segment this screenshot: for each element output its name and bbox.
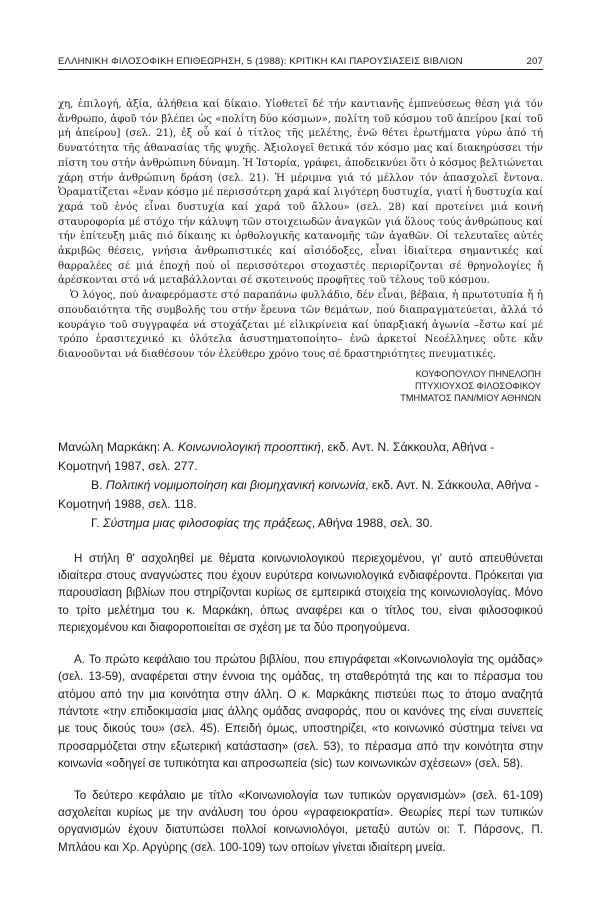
- review-body: [58, 550, 543, 857]
- book-title: Πολιτική νομιμοποίηση και βιομηχανική κοινωνία: [105, 477, 366, 492]
- review1-paragraph: Ὁ λόγος, πού ἀναφερόμαστε στό παραπάνω φυλλάδιο, δέν εἶναι, βέβαια, ἡ πρωτοτυπία ἤ ἡ σπουδαιότητα τῆς συμβολῆς του στήν ἔρευνα τῶν θεμάτων, πού διαπραγματεύεται, ἀλλά τό κουράγιο τοῦ συγγραφέα νά στοχάζεται μέ εἰλικρίνεια καί ὑπαρξιακή ἀγωνία –ἔστω καί μέ τρόπο ἐρασιτεχνικό κι ὁλότελα ἀσυστηματοποίητο– ἐνῶ ἀρκετοί Νεοέλληνες οὔτε κἄν διανοοῦνται νά διαθέσουν τόν ἐλεύθερο χρόνο τους σέ δραστηριότητες πνευματικές.: [58, 290, 543, 360]
- book-details: , εκδ. Αντ. Ν. Σάκκουλα, Αθήνα - Κομοτηνή 1987, σελ. 277.: [58, 439, 495, 473]
- running-head: [58, 56, 543, 70]
- reviewer-degree: ΠΤΥΧΙΟΥΧΟΣ ΦΙΛΟΣΟΦΙΚΟΥ: [414, 380, 541, 391]
- reviewed-books-list: [58, 438, 543, 533]
- review-paragraph: Η στήλη θ' ασχοληθεί με θέματα κοινωνιολογικού περιεχομένου, γι' αυτό απευθύνεται ιδιαίτερα στους αναγνώστες που έχουν ευρύτερα κοινωνιολογικά ενδιαφέροντα. Πρόκειται για παρουσίαση βιβλίων που στηρίζονται κυρίως σε εμπειρικά στοιχεία της κοινωνιολογίας. Μόνο το τρίτο μελέτημα του κ. Μαρκάκη, όπως αναφέρει και ο τίτλος του, είναι φιλοσοφικού περιεχομένου και διαφοροποιείται σε σχέση με τα δύο προηγούμενα.: [58, 551, 543, 635]
- previous-review-continuation: [58, 98, 543, 363]
- book-title: Κοινωνιολογική προοπτική: [177, 439, 321, 454]
- review-paragraph: Α. Το πρώτο κεφάλαιο του πρώτου βιβλίου, που επιγράφεται «Κοινωνιολογία της ομάδας» (σελ. 13-59), αναφέρεται στην έννοια της ομάδας, τη σταθερότητά της και το πέρασμα του ατόμου από την μια κοινότητα στην άλλη. Ο κ. Μαρκάκης πιστεύει πως το άτομο αναζητά πάντοτε «την επιδοκιμασία μιας άλλης ομάδας αναφοράς, που οι κανόνες της είναι συνεπείς με τους δικούς του» (σελ. 45). Επειδή όμως, υποστηρίζει, «το κοινωνικό σύστημα τείνει να προσαρμόζεται στην εξωτερική κατάσταση» (σελ. 53), το πέρασμα από την κοινότητα στην κοινωνία «οδηγεί σε τυπικότητα και απροσωπεία (sic) των κοινωνικών σχέσεων» (σελ. 58).: [58, 652, 543, 771]
- book-details: , εκδ. Αντ. Ν. Σάκκουλα, Αθήνα - Κομοτηνή 1988, σελ. 118.: [58, 477, 539, 511]
- book-details: , Αθήνα 1988, σελ. 30.: [311, 515, 433, 530]
- reviewer-department: ΤΜΗΜΑΤΟΣ ΠΑΝ/ΜΙΟΥ ΑΘΗΝΩΝ: [400, 392, 541, 403]
- book-prefix: Μανώλη Μαρκάκη: Α.: [58, 439, 178, 454]
- running-title: ΕΛΛΗΝΙΚΗ ΦΙΛΟΣΟΦΙΚΗ ΕΠΙΘΕΩΡΗΣΗ, 5 (1988): ΚΡΙΤΙΚΗ ΚΑΙ ΠΑΡΟΥΣΙΑΣΕΙΣ ΒΙΒΛΙΩΝ: [58, 56, 463, 67]
- book-prefix: Γ.: [91, 515, 104, 530]
- book-prefix: Β.: [91, 477, 106, 492]
- page-number: 207: [526, 56, 543, 67]
- review-paragraph: Το δεύτερο κεφάλαιο με τίτλο «Κοινωνιολογία των τυπικών οργανισμών» (σελ. 61-109) ασχολείται κυρίως με την ανάλυση του όρου «γραφειοκρατία». Θεωρίες περί των τυπικών οργανισμών έχουν διατυπώσει πολλοί κοινωνιολόγοι, μεταξύ αυτών οι: Τ. Πάρσονς, Π. Μπλάου και Χρ. Αργύρης (σελ. 100-109) των οποίων γίνεται ιδιαίτερη μνεία.: [58, 788, 543, 854]
- book-title: Σύστημα μιας φιλοσοφίας της πράξεως: [103, 515, 312, 530]
- reviewer-signature: [58, 368, 543, 404]
- book-entry: [58, 476, 543, 514]
- book-entry: [58, 438, 543, 476]
- book-entry: [58, 514, 543, 533]
- reviewer-name: ΚΟΥΦΟΠΟΥΛΟΥ ΠΗΝΕΛΟΠΗ: [415, 368, 541, 379]
- review1-paragraph: χη, ἐπιλογή, ἀξία, ἀλήθεια καί δίκαιο. Υἱοθετεῖ δέ τήν καντιανῆς ἐμπνεύσεως θέση γιά τόν ἄνθρωπο, ἀφοῦ τόν βλέπει ὡς «πολίτη δύο κόσμων», πολίτη τοῦ κόσμου τοῦ ἀπείρου [καί τοῦ μή ἀπείρου] (σελ. 21), ἐξ οὗ καί ὁ τίτλος τῆς μελέτης, ἐνῶ θέτει ἐρωτήματα γύρω ἀπό τή δυνατότητα τῆς ἀθανασίας τῆς ψυχῆς. Ἀξιολογεῖ θετικά τόν κόσμο μας καί διακηρύσσει τήν πίστη του στήν ἀνθρώπινη δύναμη. Ἡ Ἱστορία, γράφει, ἀποδεικνύει ὅτι ὁ κόσμος βελτιώνεται χάρη στήν ἀνθρώπινη δράση (σελ. 21). Ἡ μέριμνα γιά τό μέλλον τόν ἀπασχολεῖ ἔντονα. Ὁραματίζεται «ἕναν κόσμο μέ περισσότερη χαρά καί λιγότερη δυστυχία, γιατί ἡ δυστυχία καί χαρά τοῦ ἑνός εἶναι δυστυχία καί χαρά τοῦ ἄλλου» (σελ. 28) καί προτείνει μιά κοινή σταυροφορία μέ στόχο τήν κάλυψη τῶν στοιχειωδῶν ἀναγκῶν γιά ὅλους τούς ἀνθρώπους καί τήν ἐπίτευξη μιᾶς πιό δίκαιης κι ὀρθολογικῆς κατανομῆς τῶν ἀγαθῶν. Οἱ τελευταῖες αὐτές ἀκριβῶς θέσεις, γνήσια ἀνθρωπιστικές καί αἰσιόδοξες, εἶναι ἰδιαίτερα σημαντικές καί θαρραλέες σέ μιά ἐποχή πού οἱ περισσότεροι στοχαστές περιορίζονται σέ θρηνολογίες ἤ ἀρέσκονται στό νά μεταβάλλονται σέ σκοτεινούς προφῆτες τοῦ τέλους τοῦ κόσμου.: [58, 99, 543, 287]
